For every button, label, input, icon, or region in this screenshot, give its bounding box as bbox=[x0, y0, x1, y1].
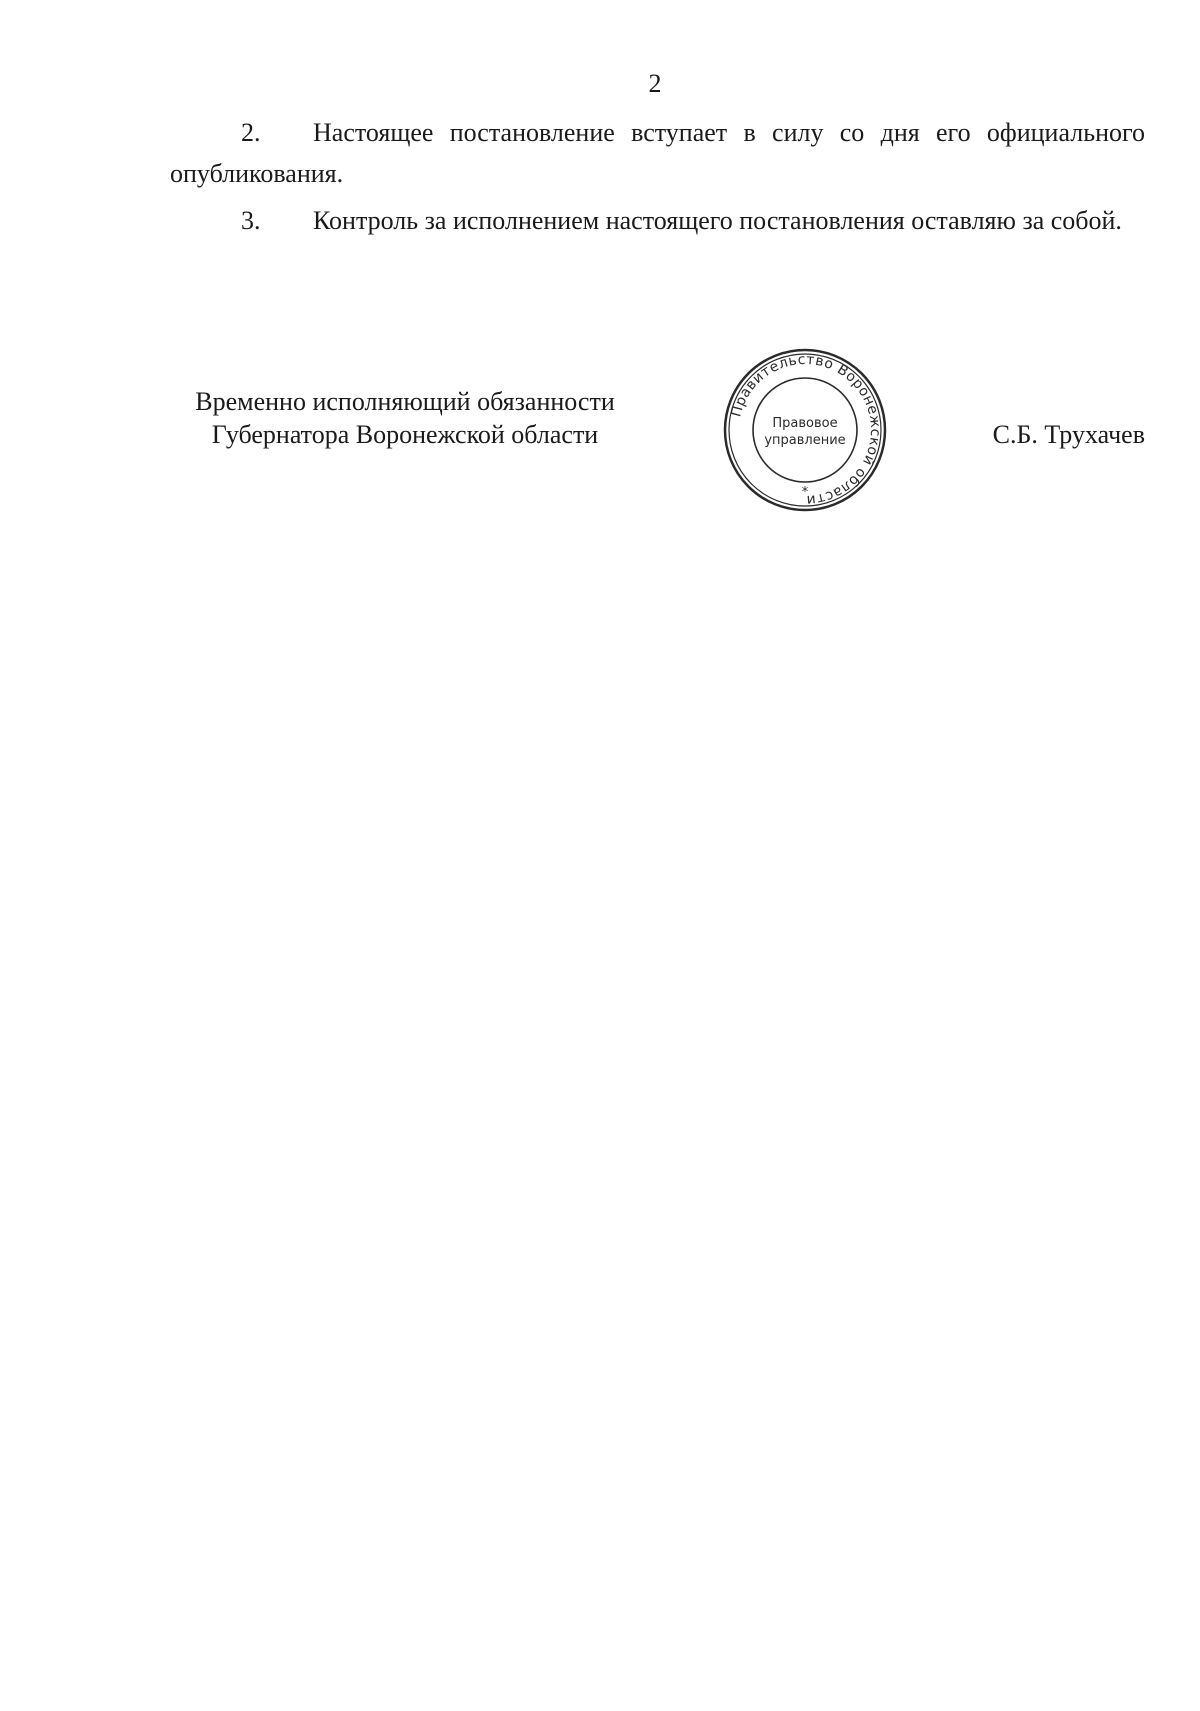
clause-3 bbox=[170, 200, 1145, 241]
clause-text: Контроль за исполнением настоящего постановления оставляю за собой. bbox=[313, 206, 1122, 235]
signer-position-line2: Губернатора Воронежской области bbox=[211, 420, 599, 449]
page-number: 2 bbox=[648, 69, 662, 98]
clause-number: 2. bbox=[241, 118, 261, 147]
stamp-outer-text-path: Правительство Воронежской области bbox=[728, 351, 884, 509]
official-stamp bbox=[720, 345, 890, 515]
clause-2 bbox=[170, 112, 1145, 194]
stamp-star: * bbox=[801, 485, 809, 500]
signer-position bbox=[170, 385, 640, 451]
clause-text: Настоящее постановление вступает в силу со дня его официального опубликования. bbox=[170, 118, 1145, 188]
signer-position-line1: Временно исполняющий обязанности bbox=[195, 387, 615, 416]
signer-name: С.Б. Трухачев bbox=[992, 420, 1145, 449]
stamp-center-line2: управление bbox=[764, 433, 846, 448]
stamp-seal-icon bbox=[720, 345, 890, 515]
document-body bbox=[170, 112, 1145, 241]
stamp-center-line1: Правовое bbox=[772, 416, 838, 431]
clause-number: 3. bbox=[241, 206, 261, 235]
